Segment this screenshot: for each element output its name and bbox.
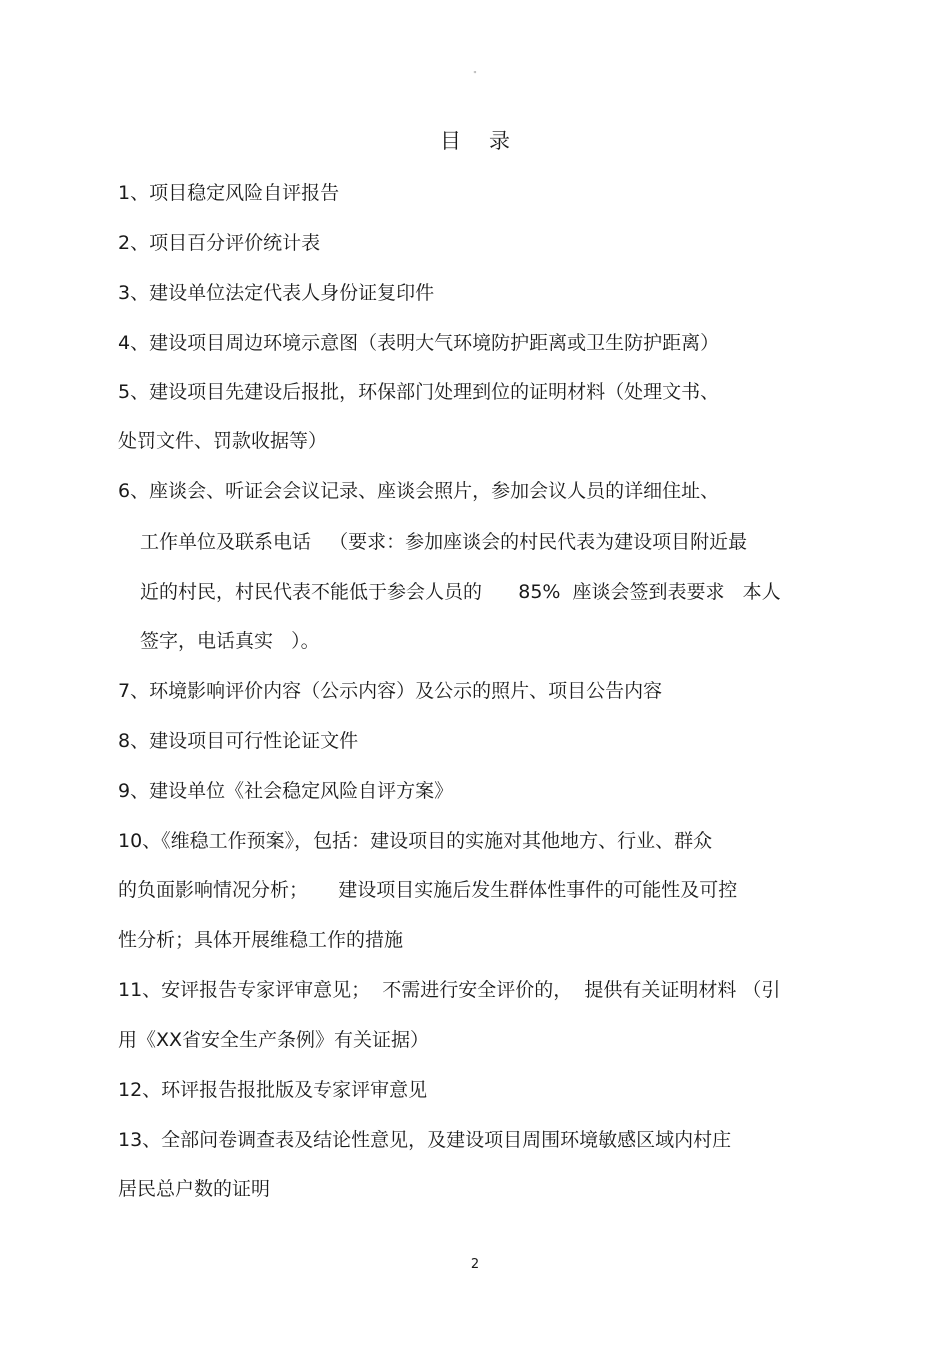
toc-item-11-cont: 用《XX省安全生产条例》有关证据） — [118, 1029, 430, 1051]
toc-item-13-cont: 居民总户数的证明 — [118, 1178, 271, 1200]
toc-item-4: 4、建设项目周边环境示意图（表明大气环境防护距离或卫生防护距离） — [118, 332, 720, 354]
toc-item-6: 6、座谈会、听证会会议记录、座谈会照片，参加会议人员的详细住址、 — [118, 480, 720, 502]
toc-item-7: 7、环境影响评价内容（公示内容）及公示的照片、项目公告内容 — [118, 680, 663, 702]
header-mark: " — [473, 70, 477, 79]
page-number: 2 — [470, 1257, 480, 1272]
toc-item-13: 13、全部问卷调查表及结论性意见，及建设项目周围环境敏感区域内村庄 — [118, 1129, 732, 1151]
toc-item-12: 12、环评报告报批版及专家评审意见 — [118, 1079, 428, 1101]
toc-item-6-cont-3: 签字，电话真实 ）。 — [140, 630, 320, 652]
toc-item-2: 2、项目百分评价统计表 — [118, 232, 321, 254]
toc-item-8: 8、建设项目可行性论证文件 — [118, 730, 359, 752]
toc-item-10: 10、《维稳工作预案》，包括：建设项目的实施对其他地方、行业、群众 — [118, 830, 713, 852]
toc-item-3: 3、建设单位法定代表人身份证复印件 — [118, 282, 435, 304]
toc-item-6-cont-2: 近的村民，村民代表不能低于参会人员的 85% 座谈会签到表要求 本人 — [140, 581, 781, 603]
toc-item-10-cont-1: 的负面影响情况分析； 建设项目实施后发生群体性事件的可能性及可控 — [118, 879, 738, 901]
toc-item-9: 9、建设单位《社会稳定风险自评方案》 — [118, 780, 454, 802]
toc-item-5: 5、建设项目先建设后报批，环保部门处理到位的证明材料（处理文书、 — [118, 381, 720, 403]
toc-item-6-cont-1: 工作单位及联系电话 （要求：参加座谈会的村民代表为建设项目附近最 — [140, 531, 748, 553]
toc-item-11: 11、安评报告专家评审意见； 不需进行安全评价的， 提供有关证明材料 （引 — [118, 979, 781, 1001]
toc-item-10-cont-2: 性分析；具体开展维稳工作的措施 — [118, 929, 404, 951]
toc-item-5-cont: 处罚文件、罚款收据等） — [118, 430, 328, 452]
page-title: 目录 — [440, 129, 538, 153]
toc-item-1: 1、项目稳定风险自评报告 — [118, 182, 340, 204]
